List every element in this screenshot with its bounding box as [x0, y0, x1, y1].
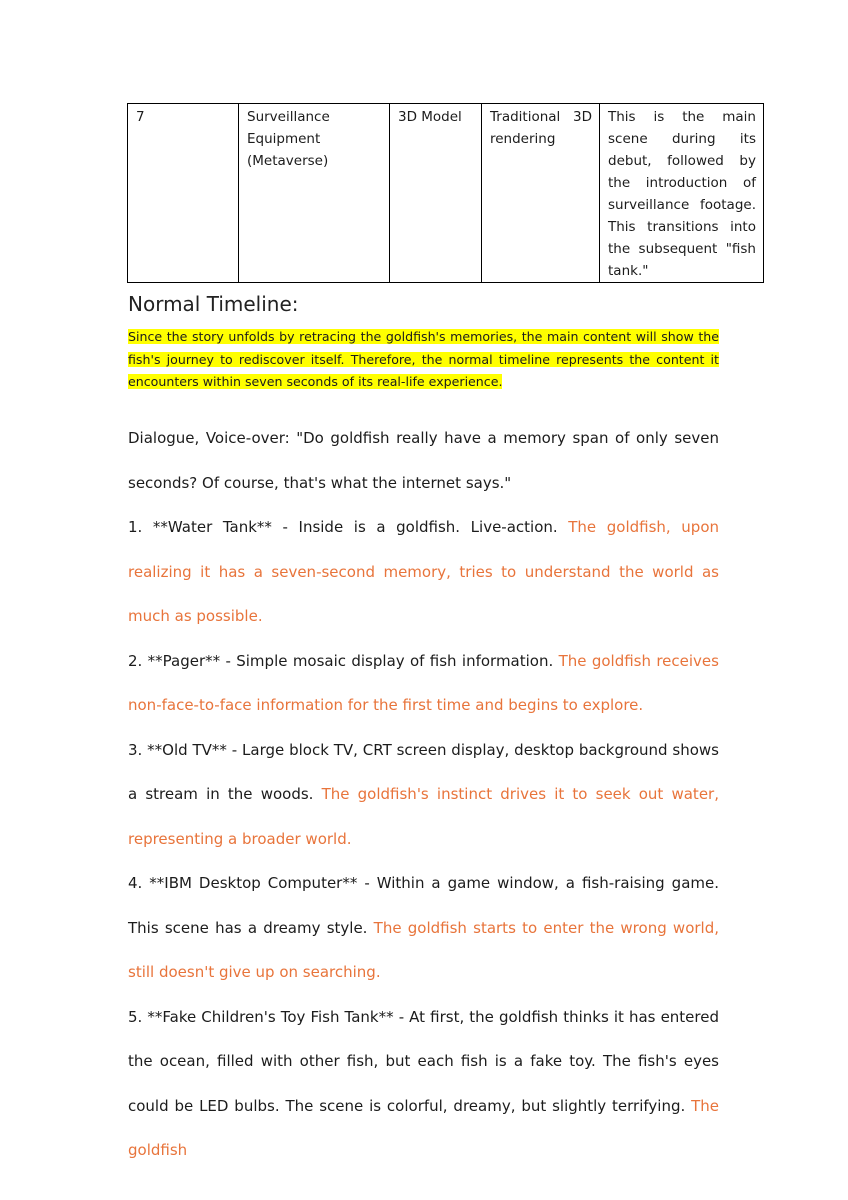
item-text: 2. **Pager** - Simple mosaic display of fish information.	[128, 651, 559, 670]
scene-description-cell: This is the main scene during its debut, followed by the introduction of surveillance footage. This transitions into the subsequent "fish tank."	[600, 104, 764, 283]
dialogue-paragraph: Dialogue, Voice-over: "Do goldfish really have a memory span of only seven seconds? Of course, that's what the internet says."	[128, 429, 719, 492]
item-text: 3. **Old TV** - Large block TV, CRT screen display, desktop background shows a stream in the woods.	[128, 740, 719, 803]
list-item	[128, 728, 719, 862]
item-text: 4. **IBM Desktop Computer** - Within a game window, a fish-raising game. This scene has a dreamy style.	[128, 874, 719, 937]
scene-number-cell: 7	[128, 104, 239, 283]
list-item	[128, 861, 719, 995]
item-note: The goldfish receives non-face-to-face information for the first time and begins to explore.	[128, 651, 719, 714]
item-note: The goldfish, upon realizing it has a seven-second memory, tries to understand the world as much as possible.	[128, 518, 719, 625]
scene-name-cell: Surveillance Equipment (Metaverse)	[239, 104, 390, 283]
item-note: The goldfish	[128, 1096, 719, 1159]
item-text: 5. **Fake Children's Toy Fish Tank** - At first, the goldfish thinks it has entered the ocean, filled with other fish, but each fish is a fake toy. The fish's eyes could be LED bulbs. The scene is colorful, dreamy, but slightly terrifying.	[128, 1007, 719, 1115]
list-item	[128, 995, 719, 1173]
timeline-body	[128, 416, 719, 1173]
list-item	[128, 505, 719, 639]
table-row	[128, 104, 764, 283]
section-intro	[128, 326, 719, 394]
section-heading: Normal Timeline:	[128, 292, 299, 316]
scene-technique-cell: Traditional 3D rendering	[482, 104, 600, 283]
scene-table	[127, 103, 764, 283]
scene-type-cell: 3D Model	[390, 104, 482, 283]
item-note: The goldfish's instinct drives it to seek out water, representing a broader world.	[128, 785, 719, 848]
item-text: 1. **Water Tank** - Inside is a goldfish. Live-action.	[128, 518, 569, 536]
item-note: The goldfish starts to enter the wrong world, still doesn't give up on searching.	[128, 918, 719, 981]
highlighted-intro-text: Since the story unfolds by retracing the goldfish's memories, the main content will show the fish's journey to rediscover itself. Therefore, the normal timeline represents the content it encounters within seven seconds of its real-life experience.	[128, 329, 719, 389]
list-item	[128, 639, 719, 728]
